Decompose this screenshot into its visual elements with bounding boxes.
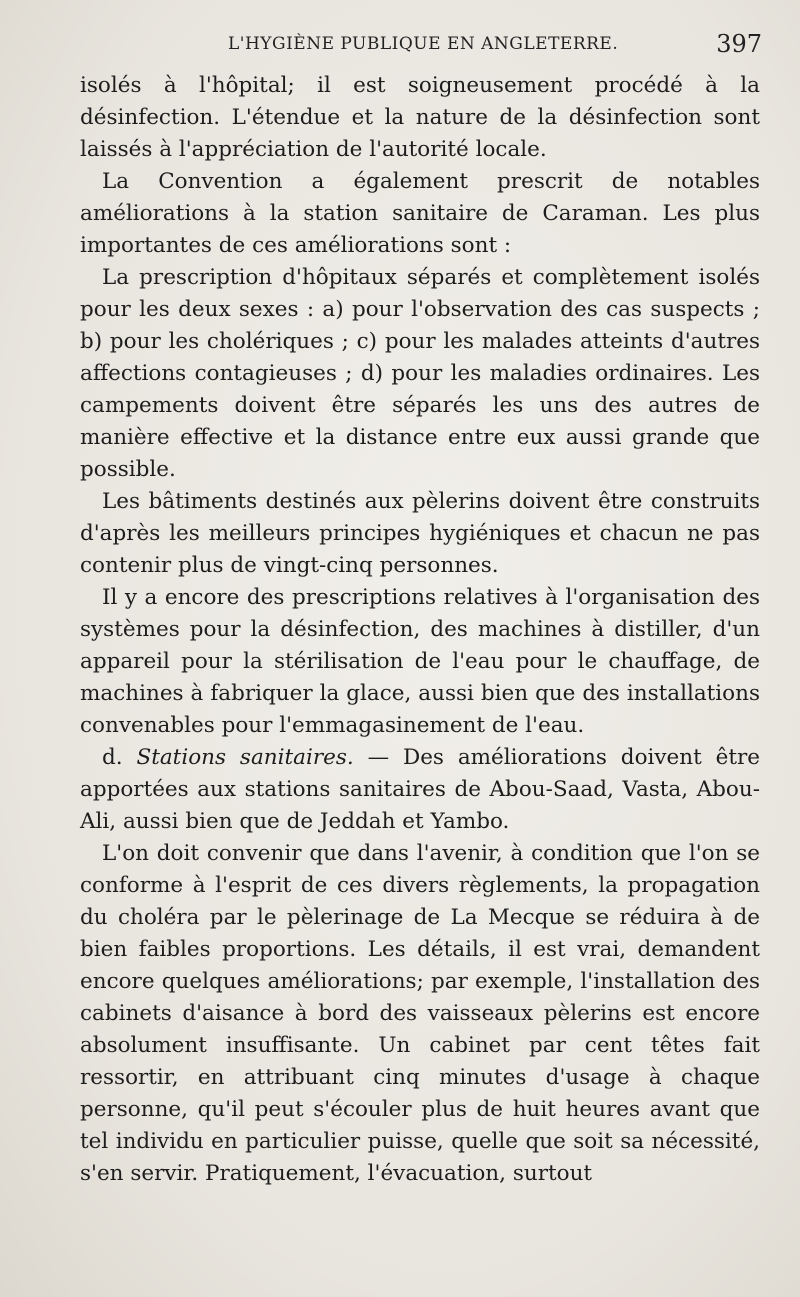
paragraph: La Convention a également prescrit de notables améliorations à la station sanitaire de Caraman. Les plus importantes de ces améliorations sont :	[80, 169, 760, 258]
paragraph: isolés à l'hôpital; il est soigneusement procédé à la désinfection. L'étendue et la nature de la désinfection sont laissés à l'appréciation de l'autorité locale.	[80, 73, 760, 162]
body-text	[80, 70, 760, 1190]
page-number: 397	[716, 30, 762, 58]
paragraph: La prescription d'hôpitaux séparés et complètement isolés pour les deux sexes : a) pour l'observation des cas suspects ; b) pour les cholériques ; c) pour les malades atteints d'autres affections contagieuses ; d) pour les maladies ordinaires. Les campements doivent être séparés les uns des autres de manière effective et la distance entre eux aussi grande que possible.	[80, 265, 760, 482]
paragraph: Il y a encore des prescriptions relatives à l'organisation des systèmes pour la désinfection, des machines à distiller, d'un appareil pour la stérilisation de l'eau pour le chauffage, de machines à fabriquer la glace, aussi bien que des installations convenables pour l'emmagasinement de l'eau.	[80, 585, 760, 738]
section-text: — Des améliorations doivent être apportées aux stations sanitaires de Abou-Saad, Vasta, Abou-Ali, aussi bien que de Jeddah et Yambo.	[80, 745, 760, 834]
running-title: L'HYGIÈNE PUBLIQUE EN ANGLETERRE.	[228, 34, 619, 54]
section-title: Stations sanitaires.	[136, 745, 354, 770]
page-header	[80, 30, 770, 66]
section-label: d.	[102, 745, 123, 770]
paragraph: L'on doit convenir que dans l'avenir, à condition que l'on se conforme à l'esprit de ces divers règlements, la propagation du choléra par le pèlerinage de La Mecque se réduira à de bien faibles proportions. Les détails, il est vrai, demandent encore quelques améliorations; par exemple, l'installation des cabinets d'aisance à bord des vaisseaux pèlerins est encore absolument insuffisante. Un cabinet par cent têtes fait ressortir, en attribuant cinq minutes d'usage à chaque personne, qu'il peut s'écouler plus de huit heures avant que tel individu en particulier puisse, quelle que soit sa nécessité, s'en servir. Pratiquement, l'évacuation, surtout	[80, 841, 760, 1186]
paragraph: Les bâtiments destinés aux pèlerins doivent être construits d'après les meilleurs principes hygiéniques et chacun ne pas contenir plus de vingt-cinq personnes.	[80, 489, 760, 578]
section-d-paragraph	[80, 742, 760, 838]
